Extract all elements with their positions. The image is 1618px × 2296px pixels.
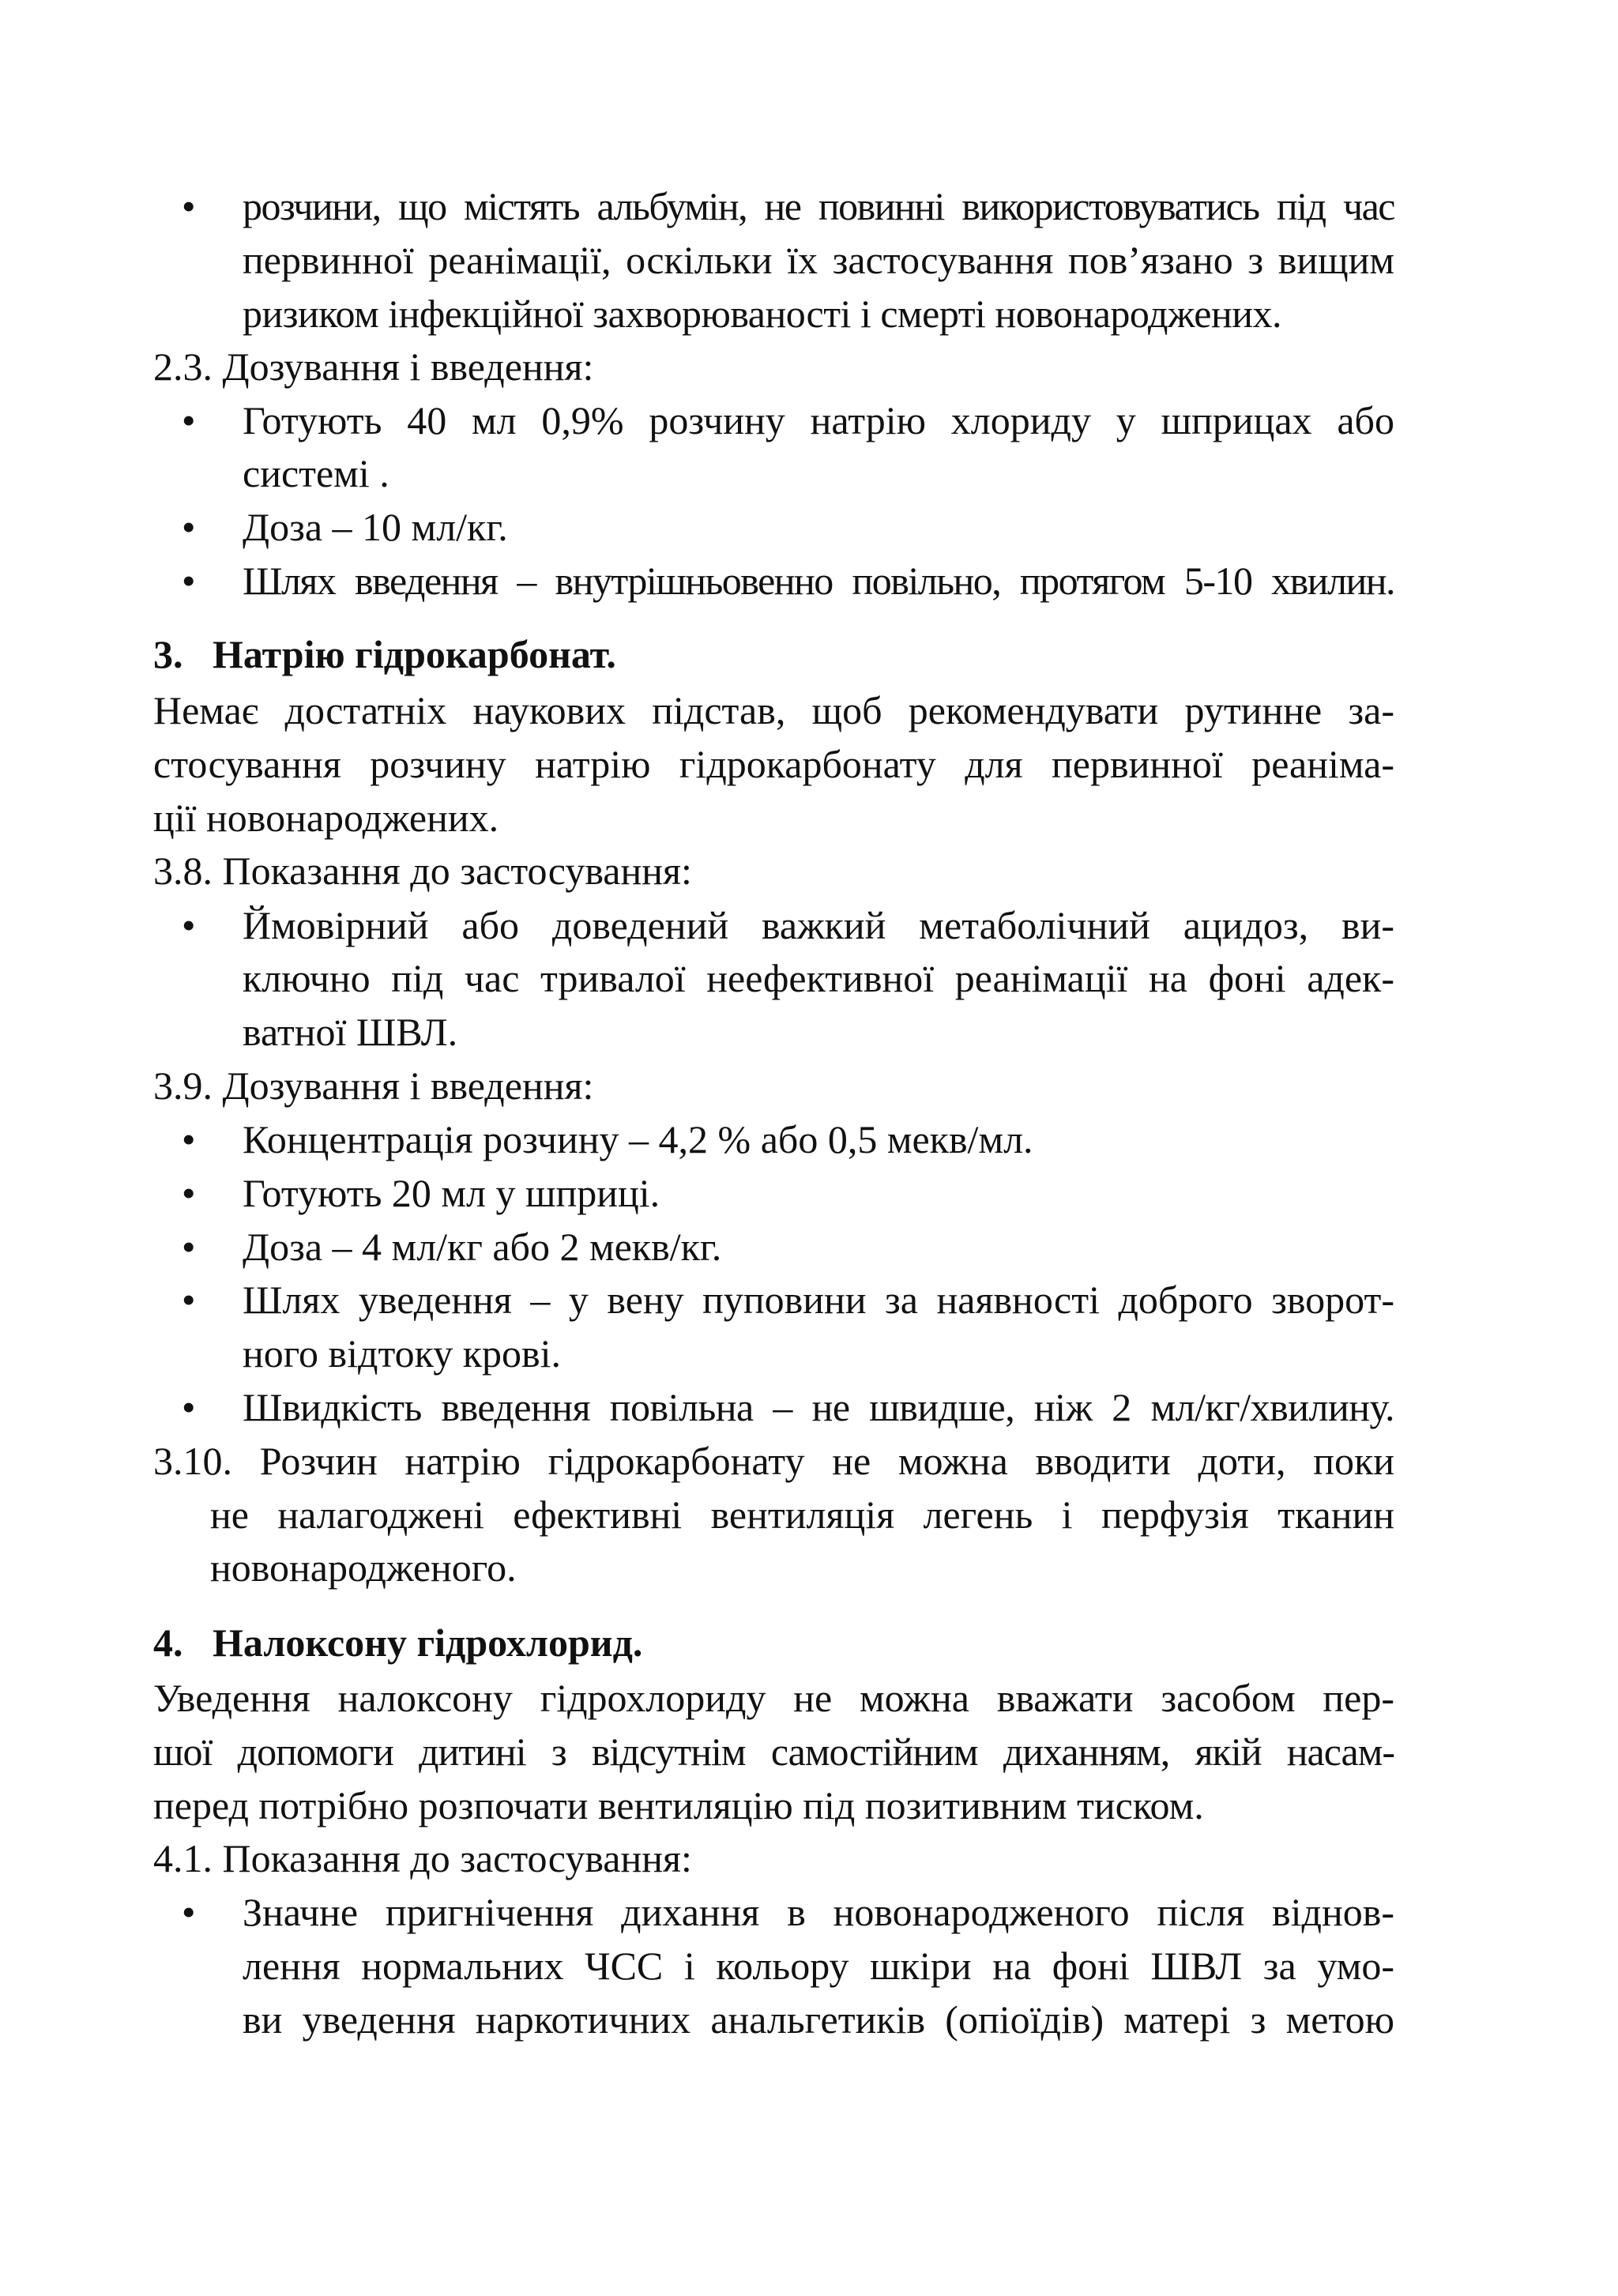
text-line: Немає достатніх наукових підстав, щоб рекомендувати рутинне за- [153, 688, 1394, 732]
text-line: Доза – 4 мл/кг або 2 мекв/кг. [243, 1225, 722, 1269]
text-line: шої допомоги дитині з відсутнім самостійним диханням, якій насам- [153, 1730, 1394, 1774]
subsection-heading: 2.3. Дозування і введення: [153, 344, 594, 389]
text-line: стосування розчину натрію гідрокарбонату для первинної реаніма- [153, 742, 1394, 786]
bullet-marker: • [182, 505, 196, 549]
bullet-marker: • [182, 1171, 196, 1215]
text-line: новонародженого. [210, 1545, 517, 1590]
text-line: Готують 20 мл у шприці. [243, 1171, 660, 1215]
text-line: перед потрібно розпочати вентиляцію під позитивним тиском. [153, 1783, 1204, 1827]
bullet-marker: • [182, 1890, 196, 1934]
text-line: Доза – 10 мл/кг. [243, 505, 508, 549]
section-heading: 4. Налоксону гідрохлорид. [153, 1620, 643, 1665]
text-line: 3.10. Розчин натрію гідрокарбонату не можна вводити доти, поки [153, 1439, 1394, 1483]
text-line: Ймовірний або доведений важкий метаболічний ацидоз, ви- [243, 903, 1394, 947]
text-line: Готують 40 мл 0,9% розчину натрію хлориду у шприцах або [243, 398, 1394, 442]
text-line: системі . [243, 451, 389, 495]
text-line: не налагоджені ефективні вентиляція легень і перфузія тканин [210, 1492, 1394, 1537]
text-line: ції новонароджених. [153, 796, 499, 840]
subsection-heading: 3.8. Показання до застосування: [153, 849, 692, 893]
bullet-marker: • [182, 1225, 196, 1269]
bullet-marker: • [182, 1117, 196, 1161]
subsection-heading: 3.9. Дозування і введення: [153, 1063, 594, 1108]
text-line: Шлях введення – внутрішньовенно повільно, протягом 5-10 хвилин. [243, 559, 1394, 603]
text-line: ви уведення наркотичних анальгетиків (опіоїдів) матері з метою [243, 1997, 1394, 2042]
text-line: первинної реанімації, оскільки їх застосування пов’язано з вищим [243, 238, 1394, 282]
text-line: розчини, що містять альбумін, не повинні використовуватись під час [243, 184, 1394, 228]
bullet-marker: • [182, 398, 196, 442]
text-line: ного відтоку крові. [243, 1331, 562, 1376]
text-line: лення нормальних ЧСС і кольору шкіри на фоні ШВЛ за умо- [243, 1944, 1394, 1988]
bullet-marker: • [182, 903, 196, 947]
text-line: ватної ШВЛ. [243, 1010, 458, 1054]
section-heading: 3. Натрію гідрокарбонат. [153, 632, 616, 676]
bullet-marker: • [182, 1385, 196, 1429]
text-line: Швидкість введення повільна – не швидше, ніж 2 мл/кг/хвилину. [243, 1385, 1394, 1429]
text-line: Шлях уведення – у вену пуповини за наявності доброго зворот- [243, 1278, 1394, 1322]
text-line: Концентрація розчину – 4,2 % або 0,5 мекв/мл. [243, 1117, 1033, 1161]
subsection-heading: 4.1. Показання до застосування: [153, 1836, 692, 1880]
bullet-marker: • [182, 184, 196, 228]
bullet-marker: • [182, 1278, 196, 1322]
text-line: ризиком інфекційної захворюваності і смерті новонароджених. [243, 292, 1282, 336]
text-line: ключно під час тривалої неефективної реанімації на фоні адек- [243, 956, 1394, 1000]
text-line: Значне пригнічення дихання в новонародженого після віднов- [243, 1890, 1394, 1934]
bullet-marker: • [182, 559, 196, 603]
text-line: Уведення налоксону гідрохлориду не можна вважати засобом пер- [153, 1676, 1394, 1720]
